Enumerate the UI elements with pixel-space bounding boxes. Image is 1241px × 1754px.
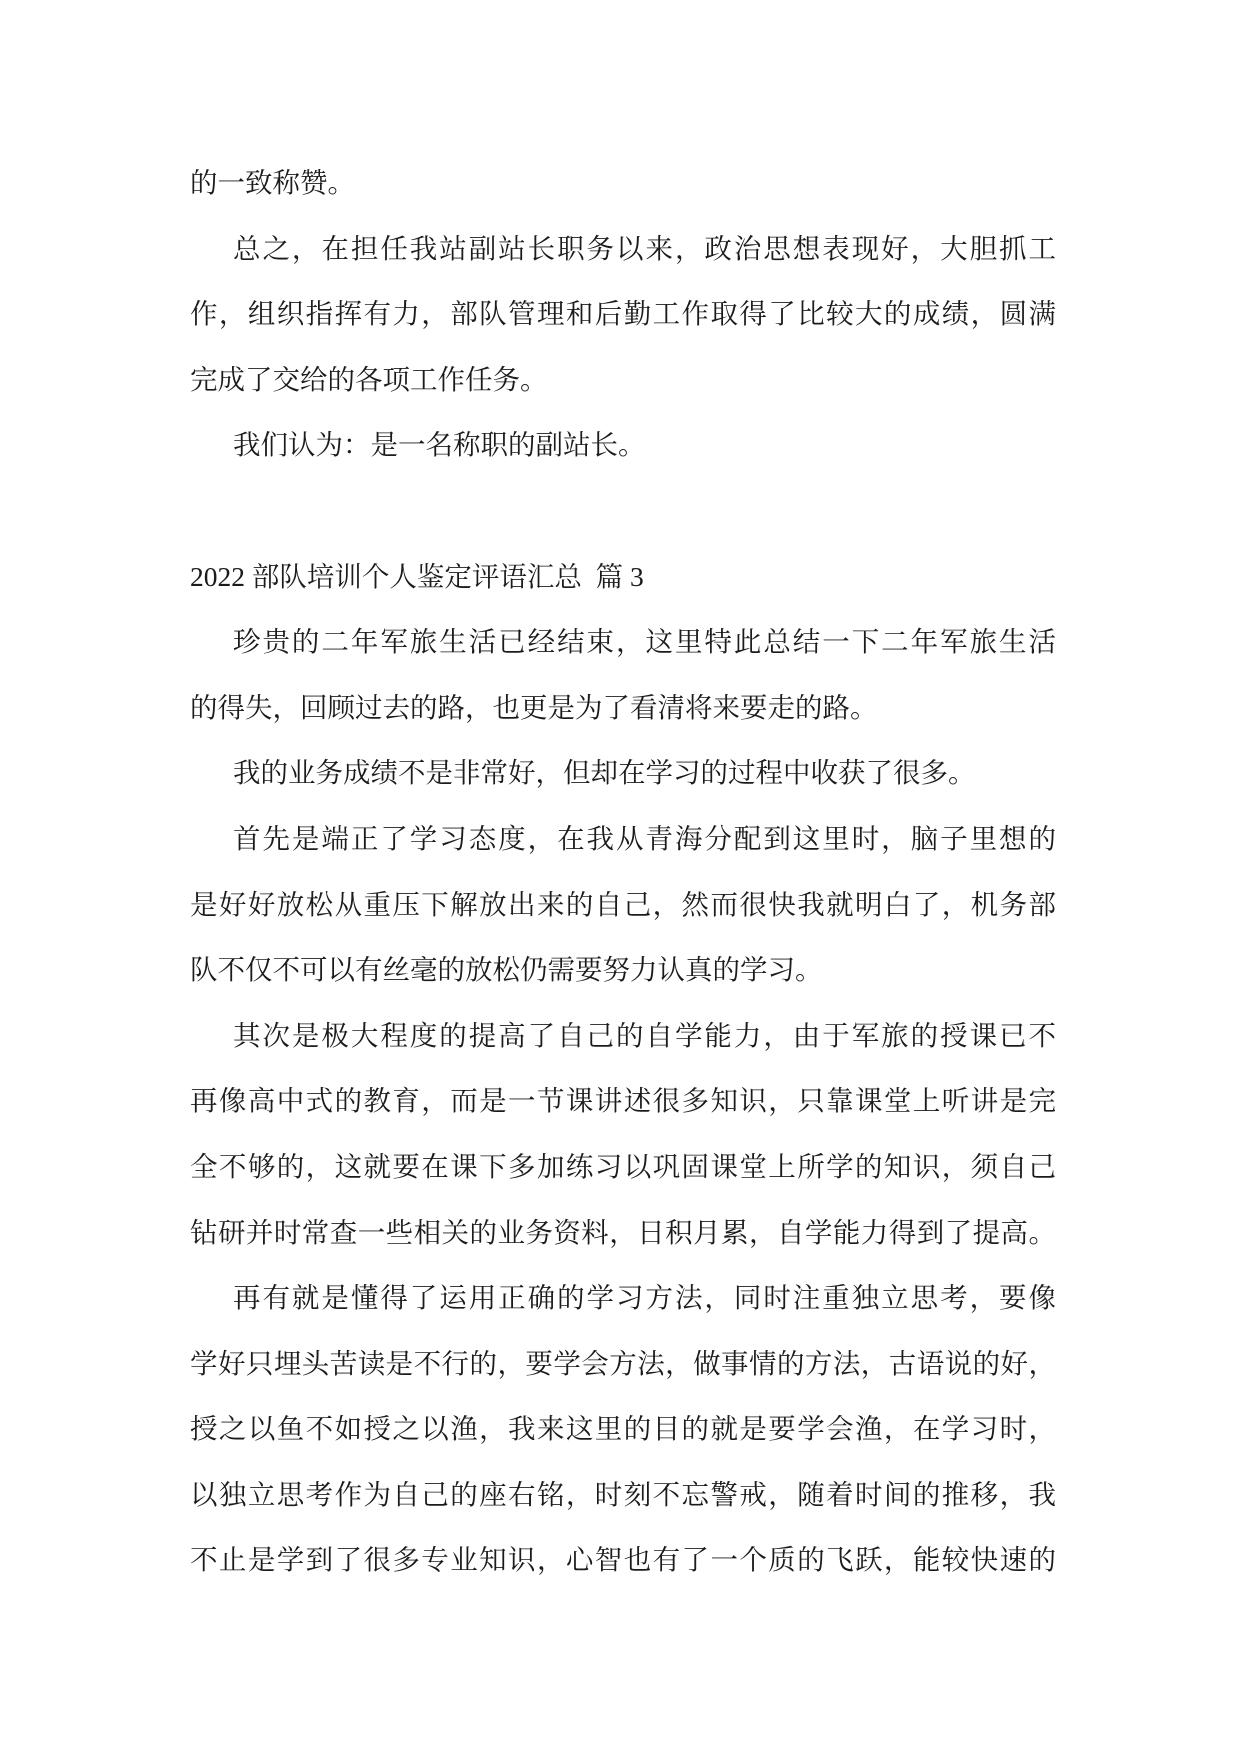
text-line: 我们认为：是一名称职的副站长。	[233, 429, 646, 461]
paragraph	[190, 216, 1056, 413]
text-line: 我的业务成绩不是非常好，但却在学习的过程中收获了很多。	[233, 757, 976, 789]
text-line: 全不够的，这就要在课下多加练习以巩固课堂上所学的知识，须自己	[190, 1150, 1056, 1182]
paragraph	[190, 609, 1056, 740]
text-line: 首先是端正了学习态度，在我从青海分配到这里时，脑子里想的	[233, 822, 1056, 854]
text-line: 不止是学到了很多专业知识，心智也有了一个质的飞跃，能较快速的	[190, 1544, 1056, 1576]
text-line: 学好只埋头苦读是不行的，要学会方法，做事情的方法，古语说的好，	[190, 1347, 1056, 1379]
section-heading: 2022 部队培训个人鉴定评语汇总 篇 3	[190, 560, 644, 592]
paragraph	[190, 1265, 1056, 1593]
paragraph	[190, 150, 1056, 216]
text-line: 珍贵的二年军旅生活已经结束，这里特此总结一下二年军旅生活	[233, 626, 1056, 658]
paragraph	[190, 412, 1056, 478]
text-line: 其次是极大程度的提高了自己的自学能力，由于军旅的授课已不	[233, 1019, 1056, 1051]
paragraph	[190, 740, 1056, 806]
text-line: 是好好放松从重压下解放出来的自己，然而很快我就明白了，机务部	[190, 888, 1056, 920]
text-line: 以独立思考作为自己的座右铭，时刻不忘警戒，随着时间的推移，我	[190, 1478, 1056, 1510]
paragraph	[190, 1003, 1056, 1265]
paragraph	[190, 806, 1056, 1003]
text-line: 再像高中式的教育，而是一节课讲述很多知识，只靠课堂上听讲是完	[190, 1085, 1056, 1117]
text-line: 队不仅不可以有丝毫的放松仍需要努力认真的学习。	[190, 954, 823, 986]
text-line: 再有就是懂得了运用正确的学习方法，同时注重独立思考，要像	[233, 1282, 1056, 1314]
text-line: 的得失，回顾过去的路，也更是为了看清将来要走的路。	[190, 691, 878, 723]
blank-line	[190, 478, 1056, 544]
text-line: 钻研并时常查一些相关的业务资料，日积月累，自学能力得到了提高。	[190, 1216, 1056, 1248]
text-line: 作，组织指挥有力，部队管理和后勤工作取得了比较大的成绩，圆满	[190, 298, 1056, 330]
text-line: 的一致称赞。	[190, 167, 355, 198]
text-line: 完成了交给的各项工作任务。	[190, 363, 548, 395]
text-line: 总之，在担任我站副站长职务以来，政治思想表现好，大胆抓工	[233, 232, 1056, 264]
text-line: 授之以鱼不如授之以渔，我来这里的目的就是要学会渔，在学习时，	[190, 1413, 1056, 1445]
document-body	[190, 150, 1056, 1593]
